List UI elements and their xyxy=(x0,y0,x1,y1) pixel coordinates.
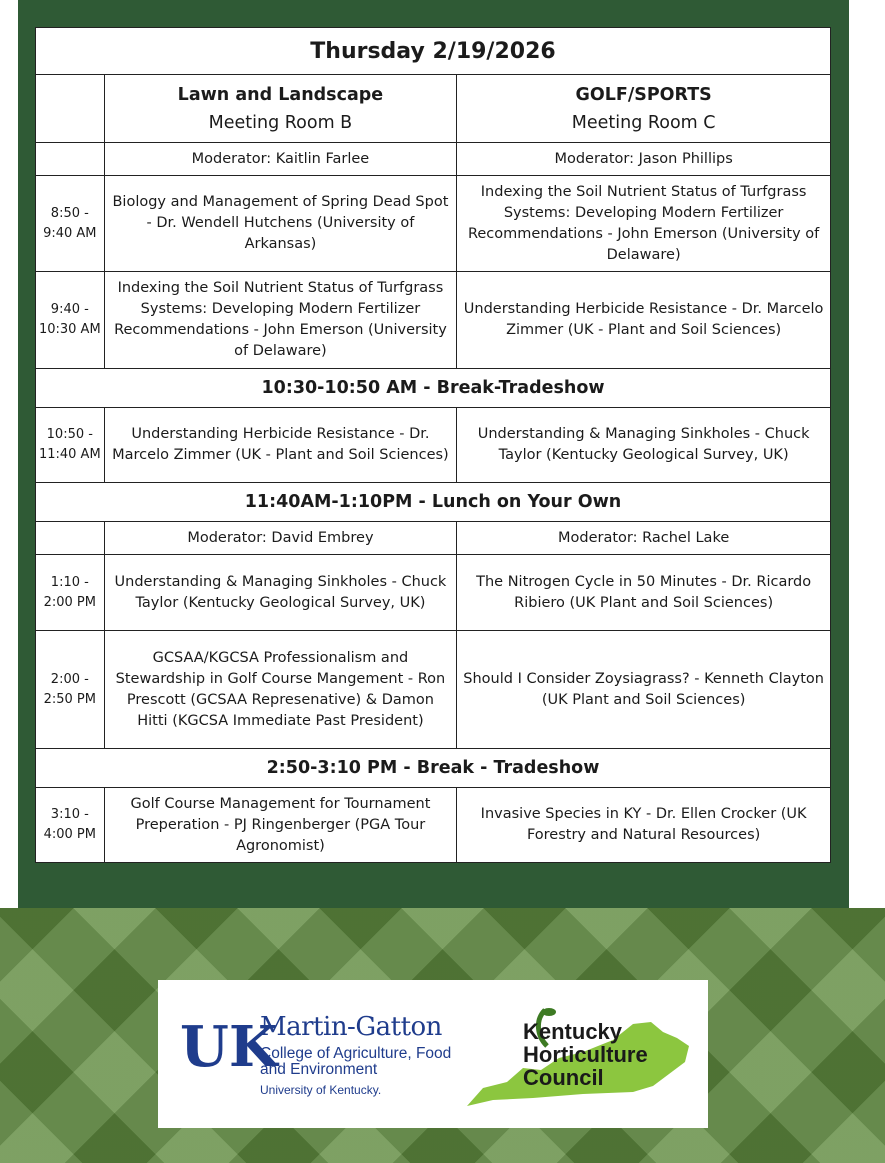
session-lawn: Understanding Herbicide Resistance - Dr. Marcelo Zimmer (UK - Plant and Soil Sciences) xyxy=(104,408,457,483)
lunch-row xyxy=(36,483,831,522)
title-row xyxy=(36,28,831,75)
session-golf: Invasive Species in KY - Dr. Ellen Crocker (UK Forestry and Natural Resources) xyxy=(457,788,831,863)
session-time: 10:50 - 11:40 AM xyxy=(36,408,105,483)
track-room: Meeting Room C xyxy=(571,112,716,133)
break-row xyxy=(36,369,831,408)
empty-cell xyxy=(36,75,105,143)
session-golf: Understanding Herbicide Resistance - Dr. Marcelo Zimmer (UK - Plant and Soil Sciences) xyxy=(457,272,831,369)
session-golf: Should I Consider Zoysiagrass? - Kenneth Clayton (UK Plant and Soil Sciences) xyxy=(457,631,831,749)
moderator-golf: Moderator: Rachel Lake xyxy=(457,522,831,555)
session-row xyxy=(36,555,831,631)
session-lawn: GCSAA/KGCSA Professionalism and Stewardship in Golf Course Mangement - Ron Prescott (GCSAA Represenative) & Damon Hitti (KGCSA Immediate Past President) xyxy=(104,631,457,749)
track-name: Lawn and Landscape xyxy=(177,84,384,105)
break-banner: 2:50-3:10 PM - Break - Tradeshow xyxy=(36,749,831,788)
session-time: 8:50 - 9:40 AM xyxy=(36,176,105,272)
session-lawn: Golf Course Management for Tournament Preperation - PJ Ringenberger (PGA Tour Agronomist) xyxy=(104,788,457,863)
session-row xyxy=(36,788,831,863)
session-golf: The Nitrogen Cycle in 50 Minutes - Dr. Ricardo Ribiero (UK Plant and Soil Sciences) xyxy=(457,555,831,631)
track-header-lawn xyxy=(104,75,457,143)
track-name: GOLF/SPORTS xyxy=(575,84,712,105)
moderator-lawn: Moderator: Kaitlin Farlee xyxy=(104,143,457,176)
session-golf: Indexing the Soil Nutrient Status of Turfgrass Systems: Developing Modern Fertilizer Recommendations - John Emerson (University of Delaware) xyxy=(457,176,831,272)
session-lawn: Indexing the Soil Nutrient Status of Turfgrass Systems: Developing Modern Fertilizer Recommendations - John Emerson (University of Delaware) xyxy=(104,272,457,369)
empty-cell xyxy=(36,522,105,555)
session-row xyxy=(36,176,831,272)
moderator-row xyxy=(36,143,831,176)
khc-name: Kentucky Horticulture Council xyxy=(523,1019,648,1090)
sponsor-logos xyxy=(158,980,708,1128)
uk-college-name: Martin-Gatton xyxy=(260,1012,442,1042)
session-row xyxy=(36,408,831,483)
uk-mark-text: UK xyxy=(180,1014,278,1080)
session-time: 3:10 - 4:00 PM xyxy=(36,788,105,863)
schedule-table xyxy=(35,27,831,863)
track-header-row xyxy=(36,75,831,143)
session-golf: Understanding & Managing Sinkholes - Chuck Taylor (Kentucky Geological Survey, UK) xyxy=(457,408,831,483)
session-time: 2:00 - 2:50 PM xyxy=(36,631,105,749)
moderator-row xyxy=(36,522,831,555)
session-row xyxy=(36,631,831,749)
moderator-lawn: Moderator: David Embrey xyxy=(104,522,457,555)
session-lawn: Biology and Management of Spring Dead Spot - Dr. Wendell Hutchens (University of Arkansas) xyxy=(104,176,457,272)
break-row xyxy=(36,749,831,788)
uk-logo-icon xyxy=(180,1014,278,1080)
empty-cell xyxy=(36,143,105,176)
break-banner: 10:30-10:50 AM - Break-Tradeshow xyxy=(36,369,831,408)
session-time: 9:40 - 10:30 AM xyxy=(36,272,105,369)
uk-college-subtitle: College of Agriculture, Food and Environment xyxy=(260,1045,452,1078)
session-lawn: Understanding & Managing Sinkholes - Chuck Taylor (Kentucky Geological Survey, UK) xyxy=(104,555,457,631)
uk-university-name: University of Kentucky. xyxy=(260,1083,382,1097)
lunch-banner: 11:40AM-1:10PM - Lunch on Your Own xyxy=(36,483,831,522)
track-room: Meeting Room B xyxy=(208,112,353,133)
moderator-golf: Moderator: Jason Phillips xyxy=(457,143,831,176)
session-time: 1:10 - 2:00 PM xyxy=(36,555,105,631)
schedule-title: Thursday 2/19/2026 xyxy=(36,28,831,75)
track-header-golf xyxy=(457,75,831,143)
session-row xyxy=(36,272,831,369)
